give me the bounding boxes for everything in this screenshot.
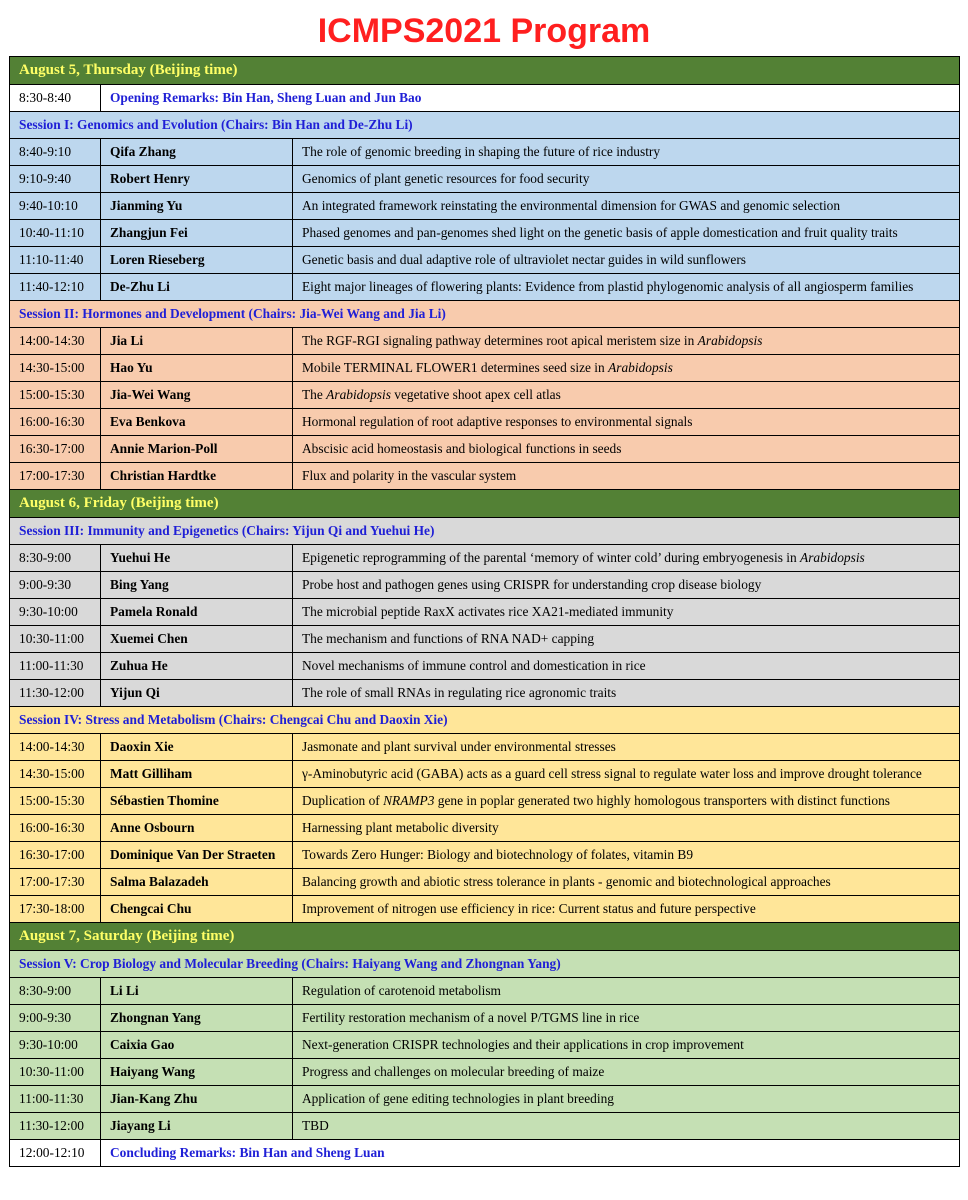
topic-cell: Jasmonate and plant survival under environmental stresses [293,734,960,761]
time-cell: 16:30-17:00 [10,436,101,463]
time-cell: 8:30-9:00 [10,545,101,572]
topic-cell: Novel mechanisms of immune control and domestication in rice [293,653,960,680]
time-cell: 8:40-9:10 [10,139,101,166]
session-header-row [10,301,960,328]
speaker-cell: Bing Yang [101,572,293,599]
session-title: Session II: Hormones and Development (Chairs: Jia-Wei Wang and Jia Li) [10,301,960,328]
topic-cell [293,545,960,572]
session-title: Session III: Immunity and Epigenetics (Chairs: Yijun Qi and Yuehui He) [10,518,960,545]
topic-italic: Arabidopsis [608,360,673,375]
topic-cell: Progress and challenges on molecular breeding of maize [293,1059,960,1086]
talk-row [10,274,960,301]
speaker-cell: Jia-Wei Wang [101,382,293,409]
time-cell: 9:00-9:30 [10,572,101,599]
speaker-cell: Christian Hardtke [101,463,293,490]
topic-cell: Balancing growth and abiotic stress tolerance in plants - genomic and biotechnological approaches [293,869,960,896]
talk-row [10,842,960,869]
talk-row [10,463,960,490]
program-table [9,56,960,1167]
speaker-cell: Sébastien Thomine [101,788,293,815]
talk-row [10,1032,960,1059]
talk-row [10,653,960,680]
talk-row [10,978,960,1005]
time-cell: 11:10-11:40 [10,247,101,274]
time-cell: 17:00-17:30 [10,463,101,490]
topic-cell: The mechanism and functions of RNA NAD+ capping [293,626,960,653]
speaker-cell: Matt Gilliham [101,761,293,788]
time-cell: 15:00-15:30 [10,788,101,815]
time-cell: 9:40-10:10 [10,193,101,220]
day-header: August 6, Friday (Beijing time) [10,490,960,518]
topic-cell: γ-Aminobutyric acid (GABA) acts as a guard cell stress signal to regulate water loss and improve drought tolerance [293,761,960,788]
talk-row [10,572,960,599]
speaker-cell: Qifa Zhang [101,139,293,166]
session-header-row [10,518,960,545]
opening-remarks-row [10,85,960,112]
topic-text: Epigenetic reprogramming of the parental ‘memory of winter cold’ during embryogenesis in [302,550,801,565]
time-cell: 10:30-11:00 [10,1059,101,1086]
speaker-cell: Daoxin Xie [101,734,293,761]
topic-cell: Phased genomes and pan-genomes shed light on the genetic basis of apple domestication and fruit quality traits [293,220,960,247]
talk-row [10,139,960,166]
time-cell: 15:00-15:30 [10,382,101,409]
closing-remarks-row [10,1140,960,1167]
topic-cell [293,788,960,815]
time-cell: 11:30-12:00 [10,1113,101,1140]
time-cell: 8:30-9:00 [10,978,101,1005]
speaker-cell: De-Zhu Li [101,274,293,301]
speaker-cell: Zuhua He [101,653,293,680]
topic-cell: Application of gene editing technologies in plant breeding [293,1086,960,1113]
speaker-cell: Hao Yu [101,355,293,382]
topic-cell: Fertility restoration mechanism of a novel P/TGMS line in rice [293,1005,960,1032]
talk-row [10,247,960,274]
page-title: ICMPS2021 Program [317,12,651,50]
talk-row [10,409,960,436]
topic-cell: Towards Zero Hunger: Biology and biotechnology of folates, vitamin B9 [293,842,960,869]
time-cell: 10:30-11:00 [10,626,101,653]
talk-row [10,1059,960,1086]
session-title: Session I: Genomics and Evolution (Chairs: Bin Han and De-Zhu Li) [10,112,960,139]
speaker-cell: Jianming Yu [101,193,293,220]
talk-row [10,869,960,896]
topic-cell: Regulation of carotenoid metabolism [293,978,960,1005]
topic-text: vegetative shoot apex cell atlas [390,387,561,402]
topic-text: The [302,387,327,402]
talk-row [10,355,960,382]
topic-cell [293,328,960,355]
speaker-cell: Salma Balazadeh [101,869,293,896]
topic-cell: Abscisic acid homeostasis and biological functions in seeds [293,436,960,463]
speaker-cell: Caixia Gao [101,1032,293,1059]
day-header-row [10,57,960,85]
time-cell: 11:00-11:30 [10,1086,101,1113]
talk-row [10,220,960,247]
time-cell: 11:00-11:30 [10,653,101,680]
talk-row [10,788,960,815]
topic-cell: TBD [293,1113,960,1140]
time-cell: 17:00-17:30 [10,869,101,896]
topic-cell [293,382,960,409]
topic-text: Mobile TERMINAL FLOWER1 determines seed size in [302,360,609,375]
time-cell: 16:00-16:30 [10,409,101,436]
topic-text: gene in poplar generated two highly homologous transporters with distinct functions [434,793,890,808]
talk-row [10,815,960,842]
speaker-cell: Jia Li [101,328,293,355]
talk-row [10,761,960,788]
speaker-cell: Yuehui He [101,545,293,572]
topic-cell: Probe host and pathogen genes using CRISPR for understanding crop disease biology [293,572,960,599]
talk-row [10,382,960,409]
time-cell: 10:40-11:10 [10,220,101,247]
closing-remarks: Concluding Remarks: Bin Han and Sheng Luan [101,1140,960,1167]
talk-row [10,1113,960,1140]
topic-italic: Arabidopsis [697,333,763,348]
speaker-cell: Dominique Van Der Straeten [101,842,293,869]
topic-cell: Genomics of plant genetic resources for food security [293,166,960,193]
speaker-cell: Robert Henry [101,166,293,193]
time-cell: 9:00-9:30 [10,1005,101,1032]
time-cell: 14:00-14:30 [10,328,101,355]
session-title: Session V: Crop Biology and Molecular Breeding (Chairs: Haiyang Wang and Zhongnan Yang) [10,951,960,978]
topic-cell: The microbial peptide RaxX activates rice XA21-mediated immunity [293,599,960,626]
time-cell: 14:30-15:00 [10,355,101,382]
talk-row [10,599,960,626]
time-cell: 9:30-10:00 [10,599,101,626]
topic-cell: Improvement of nitrogen use efficiency in rice: Current status and future perspective [293,896,960,923]
topic-cell: Genetic basis and dual adaptive role of ultraviolet nectar guides in wild sunflowers [293,247,960,274]
talk-row [10,1005,960,1032]
time-cell: 16:30-17:00 [10,842,101,869]
speaker-cell: Loren Rieseberg [101,247,293,274]
talk-row [10,328,960,355]
topic-cell [293,355,960,382]
talk-row [10,734,960,761]
time-cell: 9:10-9:40 [10,166,101,193]
speaker-cell: Zhongnan Yang [101,1005,293,1032]
time-cell: 17:30-18:00 [10,896,101,923]
speaker-cell: Haiyang Wang [101,1059,293,1086]
talk-row [10,193,960,220]
talk-row [10,1086,960,1113]
topic-italic: NRAMP3 [383,793,435,808]
speaker-cell: Chengcai Chu [101,896,293,923]
topic-cell: Hormonal regulation of root adaptive responses to environmental signals [293,409,960,436]
day-header-row [10,490,960,518]
day-header: August 5, Thursday (Beijing time) [10,57,960,85]
talk-row [10,166,960,193]
time-cell: 11:30-12:00 [10,680,101,707]
speaker-cell: Jiayang Li [101,1113,293,1140]
speaker-cell: Zhangjun Fei [101,220,293,247]
time-cell: 9:30-10:00 [10,1032,101,1059]
topic-italic: Arabidopsis [326,387,391,402]
session-header-row [10,112,960,139]
speaker-cell: Pamela Ronald [101,599,293,626]
topic-cell: Next-generation CRISPR technologies and their applications in crop improvement [293,1032,960,1059]
day-header: August 7, Saturday (Beijing time) [10,923,960,951]
time-cell: 8:30-8:40 [10,85,101,112]
time-cell: 14:00-14:30 [10,734,101,761]
speaker-cell: Eva Benkova [101,409,293,436]
talk-row [10,896,960,923]
topic-text: The RGF-RGI signaling pathway determines root apical meristem size in [302,333,698,348]
topic-cell: An integrated framework reinstating the environmental dimension for GWAS and genomic selection [293,193,960,220]
speaker-cell: Xuemei Chen [101,626,293,653]
time-cell: 14:30-15:00 [10,761,101,788]
topic-cell: The role of small RNAs in regulating rice agronomic traits [293,680,960,707]
speaker-cell: Jian-Kang Zhu [101,1086,293,1113]
talk-row [10,436,960,463]
session-header-row [10,951,960,978]
time-cell: 16:00-16:30 [10,815,101,842]
opening-remarks: Opening Remarks: Bin Han, Sheng Luan and Jun Bao [101,85,960,112]
speaker-cell: Anne Osbourn [101,815,293,842]
speaker-cell: Yijun Qi [101,680,293,707]
topic-cell: Flux and polarity in the vascular system [293,463,960,490]
talk-row [10,545,960,572]
talk-row [10,680,960,707]
topic-italic: Arabidopsis [800,550,865,565]
day-header-row [10,923,960,951]
topic-cell: Eight major lineages of flowering plants: Evidence from plastid phylogenomic analysis of all angiosperm families [293,274,960,301]
session-title: Session IV: Stress and Metabolism (Chairs: Chengcai Chu and Daoxin Xie) [10,707,960,734]
time-cell: 11:40-12:10 [10,274,101,301]
time-cell: 12:00-12:10 [10,1140,101,1167]
talk-row [10,626,960,653]
topic-cell: The role of genomic breeding in shaping the future of rice industry [293,139,960,166]
speaker-cell: Annie Marion-Poll [101,436,293,463]
topic-text: Duplication of [302,793,384,808]
session-header-row [10,707,960,734]
speaker-cell: Li Li [101,978,293,1005]
topic-cell: Harnessing plant metabolic diversity [293,815,960,842]
